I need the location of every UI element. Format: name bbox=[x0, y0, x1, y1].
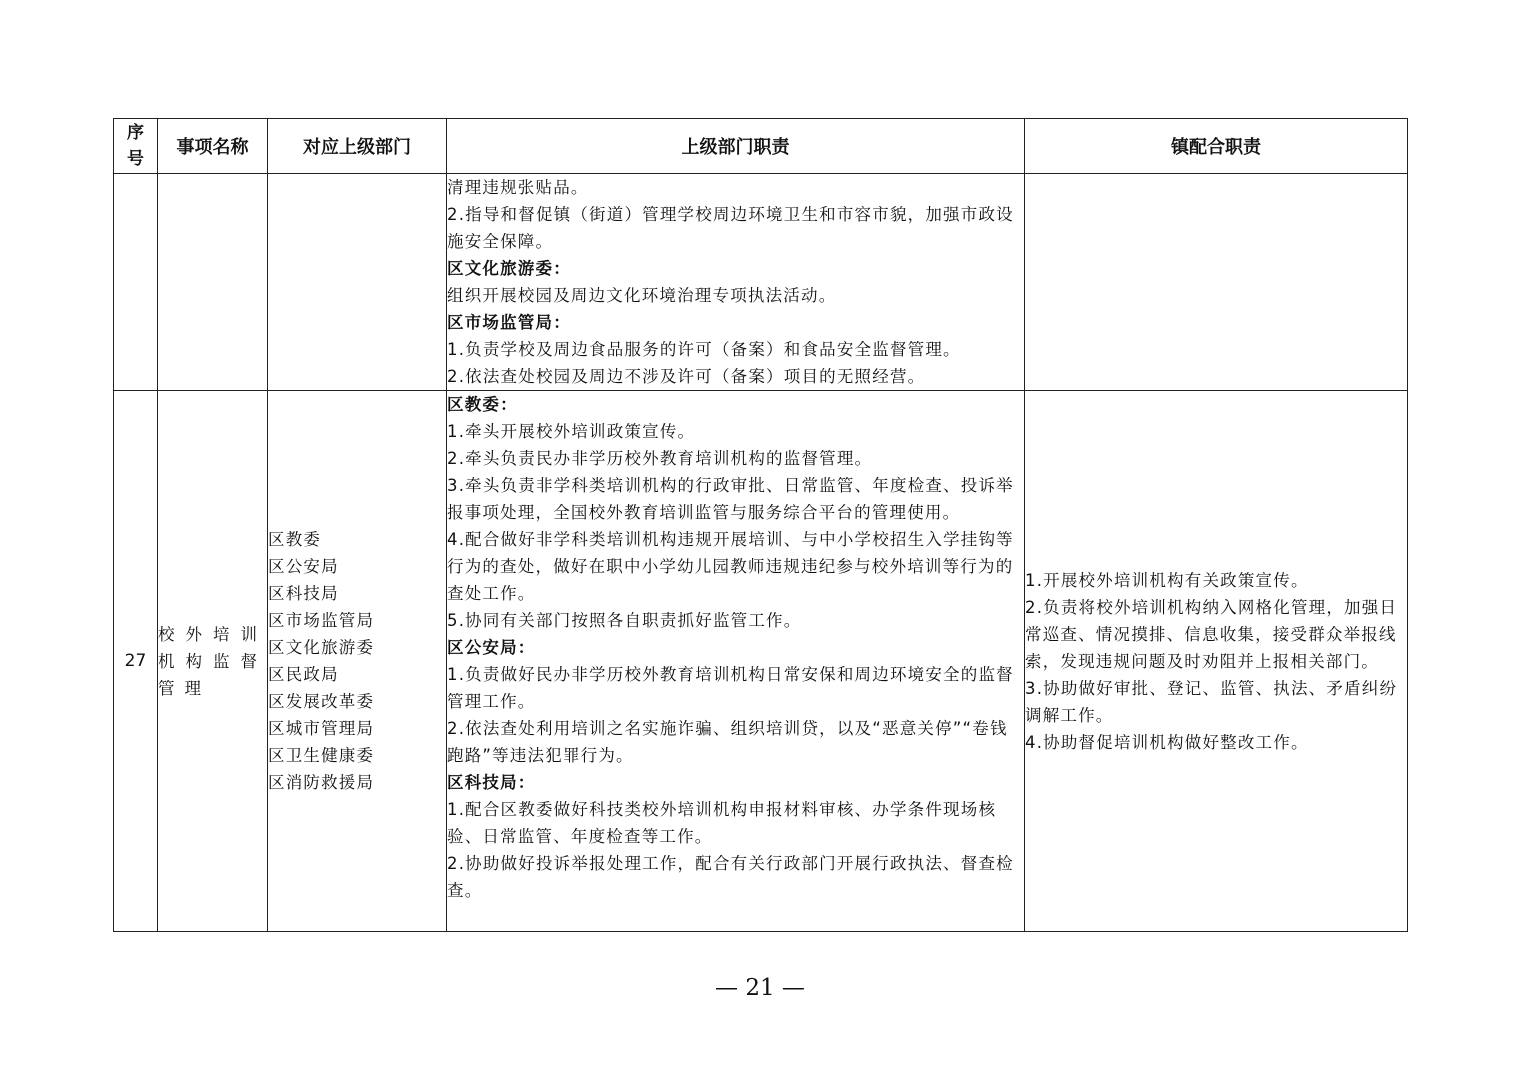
cell-superior-duties bbox=[447, 391, 1025, 932]
org-heading: 区公安局： bbox=[447, 638, 536, 657]
duty-text: 组织开展校园及周边文化环境治理专项执法活动。 bbox=[447, 286, 837, 305]
department-item: 区发展改革委 bbox=[268, 692, 375, 711]
cell-department-list bbox=[268, 391, 447, 932]
department-item: 区消防救援局 bbox=[268, 773, 375, 792]
header-superior-duties: 上级部门职责 bbox=[447, 119, 1025, 174]
department-item: 区城市管理局 bbox=[268, 719, 375, 738]
header-town-duties: 镇配合职责 bbox=[1025, 119, 1408, 174]
department-item: 区科技局 bbox=[268, 584, 339, 603]
duty-text: 1.负责做好民办非学历校外教育培训机构日常安保和周边环境安全的监督管理工作。 bbox=[447, 665, 1014, 711]
duty-text: 2.依法查处校园及周边不涉及许可（备案）项目的无照经营。 bbox=[447, 367, 926, 386]
duty-text: 4.配合做好非学科类培训机构违规开展培训、与中小学校招生入学挂钩等行为的查处，做好在职中小学幼儿园教师违规违纪参与校外培训等行为的查处工作。 bbox=[447, 530, 1014, 603]
department-item: 区教委 bbox=[268, 530, 322, 549]
header-superior-dept: 对应上级部门 bbox=[268, 119, 447, 174]
org-heading: 区文化旅游委： bbox=[447, 259, 571, 278]
duty-text: 1.负责学校及周边食品服务的许可（备案）和食品安全监督管理。 bbox=[447, 340, 961, 359]
org-heading: 区教委： bbox=[447, 395, 518, 414]
org-heading: 区科技局： bbox=[447, 773, 536, 792]
duty-text: 2.牵头负责民办非学历校外教育培训机构的监督管理。 bbox=[447, 449, 873, 468]
cell-item-name: 校外培训机构监督管理 bbox=[158, 391, 268, 932]
page-number: — 21 — bbox=[715, 975, 805, 1001]
duty-text: 5.协同有关部门按照各自职责抓好监管工作。 bbox=[447, 611, 802, 630]
duty-text: 3.牵头负责非学科类培训机构的行政审批、日常监管、年度检查、投诉举报事项处理，全国校外教育培训监管与服务综合平台的管理使用。 bbox=[447, 476, 1014, 522]
cell-seq-empty bbox=[114, 174, 158, 391]
header-seq-label: 序号 bbox=[127, 123, 144, 169]
duty-text: 清理违规张贴品。 bbox=[447, 178, 589, 197]
department-item: 区民政局 bbox=[268, 665, 339, 684]
duty-text: 2.协助做好投诉举报处理工作，配合有关行政部门开展行政执法、督查检查。 bbox=[447, 854, 1014, 900]
responsibility-table bbox=[113, 118, 1408, 932]
duty-text: 4.协助督促培训机构做好整改工作。 bbox=[1025, 732, 1309, 752]
duty-text: 2.负责将校外培训机构纳入网格化管理，加强日常巡查、情况摸排、信息收集，接受群众举报线索，发现违规问题及时劝阻并上报相关部门。 bbox=[1025, 597, 1398, 671]
duty-text: 3.协助做好审批、登记、监管、执法、矛盾纠纷调解工作。 bbox=[1025, 678, 1398, 725]
header-item-name: 事项名称 bbox=[158, 119, 268, 174]
department-item: 区市场监管局 bbox=[268, 611, 375, 630]
department-item: 区文化旅游委 bbox=[268, 638, 375, 657]
department-item: 区卫生健康委 bbox=[268, 746, 375, 765]
duty-text: 1.开展校外培训机构有关政策宣传。 bbox=[1025, 570, 1309, 590]
cell-town-empty bbox=[1025, 174, 1408, 391]
cell-dept-empty bbox=[268, 174, 447, 391]
header-row bbox=[114, 119, 1408, 174]
cell-seq-number: 27 bbox=[114, 391, 158, 932]
duty-text: 2.指导和督促镇（街道）管理学校周边环境卫生和市容市貌，加强市政设施安全保障。 bbox=[447, 205, 1014, 251]
duty-text: 1.牵头开展校外培训政策宣传。 bbox=[447, 422, 696, 441]
cell-town-duties bbox=[1025, 391, 1408, 932]
org-heading: 区市场监管局： bbox=[447, 313, 571, 332]
cell-item-empty bbox=[158, 174, 268, 391]
duty-text: 2.依法查处利用培训之名实施诈骗、组织培训贷，以及“恶意关停”“卷钱跑路”等违法犯罪行为。 bbox=[447, 719, 1008, 765]
cell-superior-duties bbox=[447, 174, 1025, 391]
table-row-continued bbox=[114, 174, 1408, 391]
table-row-27 bbox=[114, 391, 1408, 932]
duty-text: 1.配合区教委做好科技类校外培训机构申报材料审核、办学条件现场核验、日常监管、年度检查等工作。 bbox=[447, 800, 997, 846]
department-item: 区公安局 bbox=[268, 557, 339, 576]
header-seq bbox=[114, 119, 158, 174]
